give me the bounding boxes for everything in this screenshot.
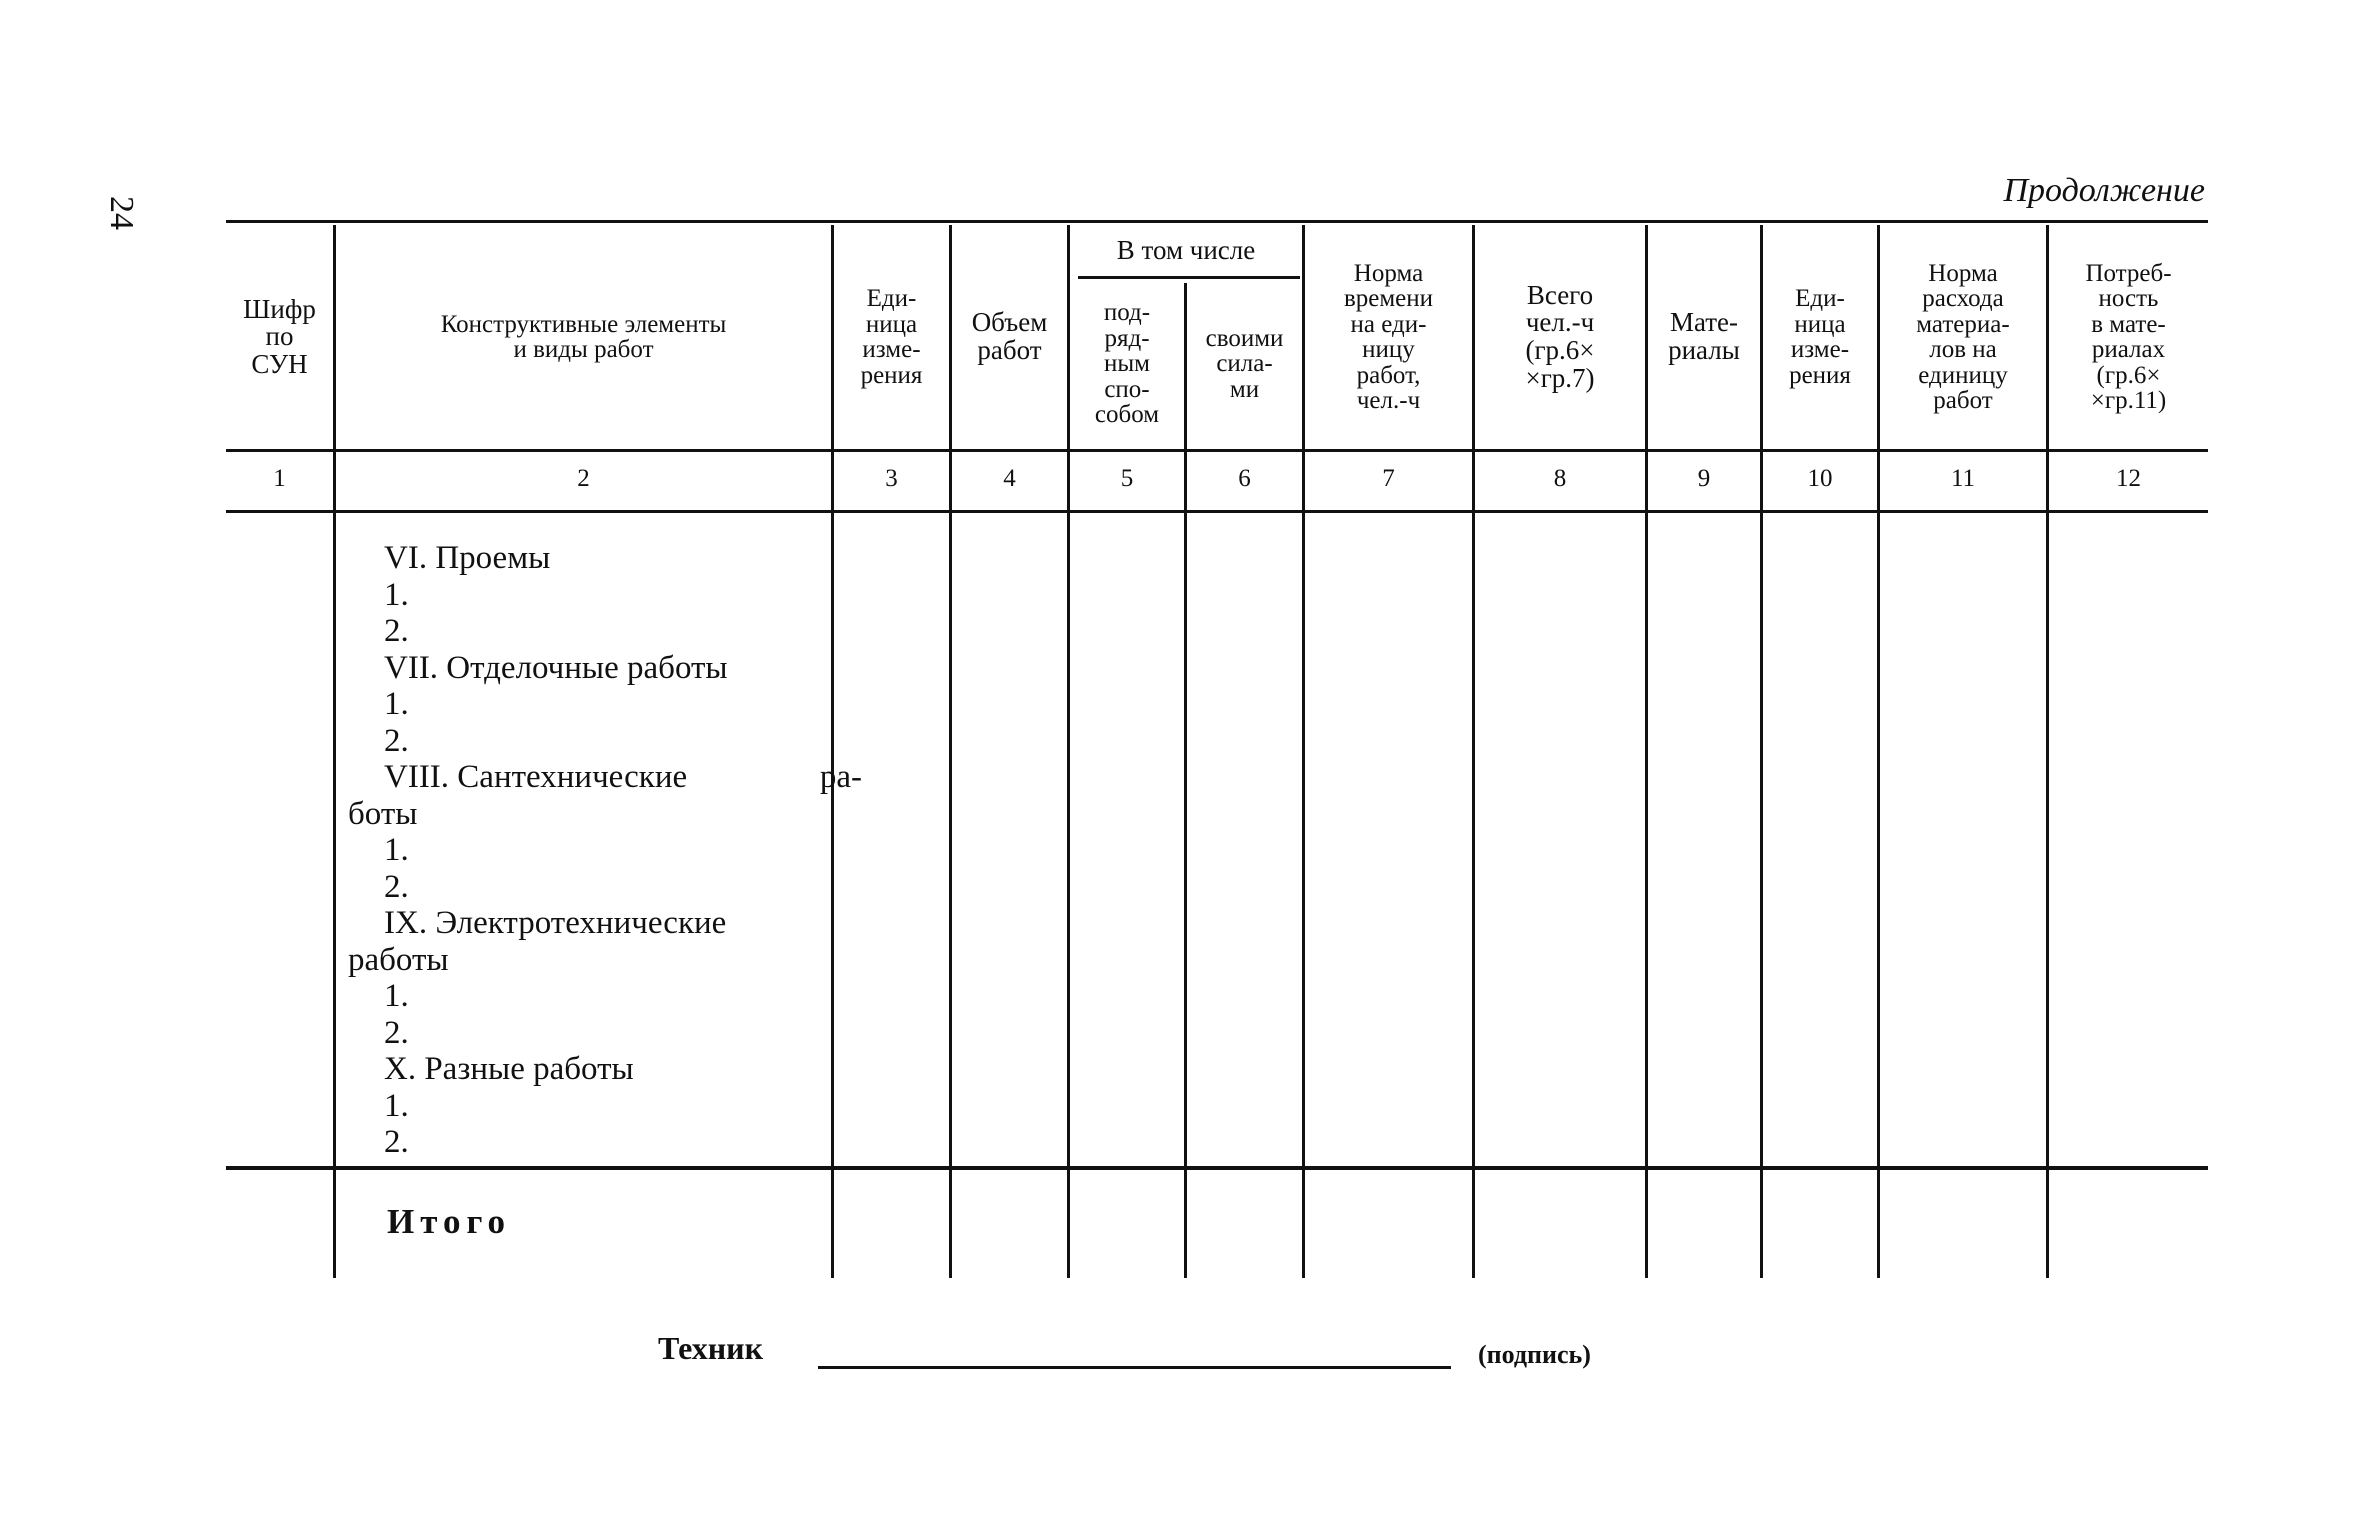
list-item: 2. — [384, 613, 409, 649]
column-number: 3 — [885, 465, 898, 492]
section-heading: VI. Проемы — [384, 540, 551, 576]
technician-label: Техник — [658, 1330, 763, 1366]
column-number: 9 — [1697, 465, 1711, 492]
column-number: 11 — [1950, 465, 1976, 492]
column-number: 5 — [1120, 465, 1134, 492]
header-material-norm-cell: Норма расхода материа- лов на единицу работ — [1916, 259, 2010, 414]
column-number: 4 — [1003, 465, 1016, 492]
header-materials-cell: Мате- риалы — [1668, 307, 1740, 365]
page-number: 24 — [103, 196, 140, 230]
work-list — [348, 540, 862, 1161]
column-number: 8 — [1553, 465, 1567, 492]
column-number: 2 — [577, 465, 590, 492]
header-contractor-cell: под- ряд- ным спо- собом — [1094, 299, 1160, 429]
list-item: 1. — [384, 832, 409, 868]
section-heading: IX. Электротехнические — [384, 905, 727, 941]
signature-line — [818, 1366, 1451, 1369]
list-item: 1. — [384, 576, 409, 613]
header-material-unit-cell: Еди- ница изме- рения — [1789, 285, 1851, 389]
list-item: 1. — [384, 1087, 409, 1124]
list-item: 2. — [384, 1124, 409, 1160]
continuation-label: Продолжение — [2003, 172, 2205, 209]
section-heading: VII. Отделочные работы — [384, 649, 728, 686]
list-item: 1. — [384, 686, 409, 722]
table-top-rule — [226, 220, 2208, 223]
group-subheader-rule — [1078, 276, 1300, 279]
header-including-group: В том числе — [1116, 235, 1256, 266]
section-heading-hyphenated-part: ра- — [819, 759, 862, 795]
header-unit-cell: Еди- ница изме- рения — [860, 285, 923, 389]
header-material-need-cell: Потреб- ность в мате- риалах (гр.6× ×гр.11) — [2085, 259, 2172, 414]
list-item: 2. — [384, 722, 409, 759]
signature-caption: (подпись) — [1478, 1340, 1591, 1369]
column-number: 6 — [1238, 465, 1251, 492]
header-elements-cell: Конструктивные элементы и виды работ — [440, 310, 727, 363]
body-bottom-rule — [226, 1166, 2208, 1170]
list-item: 1. — [384, 978, 409, 1014]
header-bottom-rule — [226, 449, 2208, 452]
list-item: 2. — [384, 868, 409, 905]
column-number: 7 — [1382, 465, 1395, 492]
column-number: 10 — [1807, 465, 1833, 492]
section-heading — [348, 759, 862, 796]
section-heading: X. Разные работы — [384, 1051, 634, 1087]
header-total-hours-cell: Всего чел.-ч (гр.6× ×гр.7) — [1525, 279, 1595, 393]
section-heading-continuation: работы — [348, 941, 449, 978]
section-heading-continuation: боты — [348, 795, 418, 832]
column-number: 1 — [273, 465, 286, 492]
header-own-forces-cell: своими сила- ми — [1205, 324, 1284, 403]
total-label: Итого — [387, 1202, 511, 1241]
header-code-cell: Шифр по СУН — [243, 293, 316, 379]
header-volume-cell: Объем работ — [971, 307, 1048, 365]
header-time-norm-cell: Норма времени на еди- ницу работ, чел.-ч — [1343, 259, 1434, 414]
list-item: 2. — [384, 1014, 409, 1051]
column-numbers-bottom-rule — [226, 510, 2208, 513]
section-heading-text: VIII. Сантехнические — [384, 759, 688, 795]
column-number: 12 — [2116, 465, 2141, 492]
